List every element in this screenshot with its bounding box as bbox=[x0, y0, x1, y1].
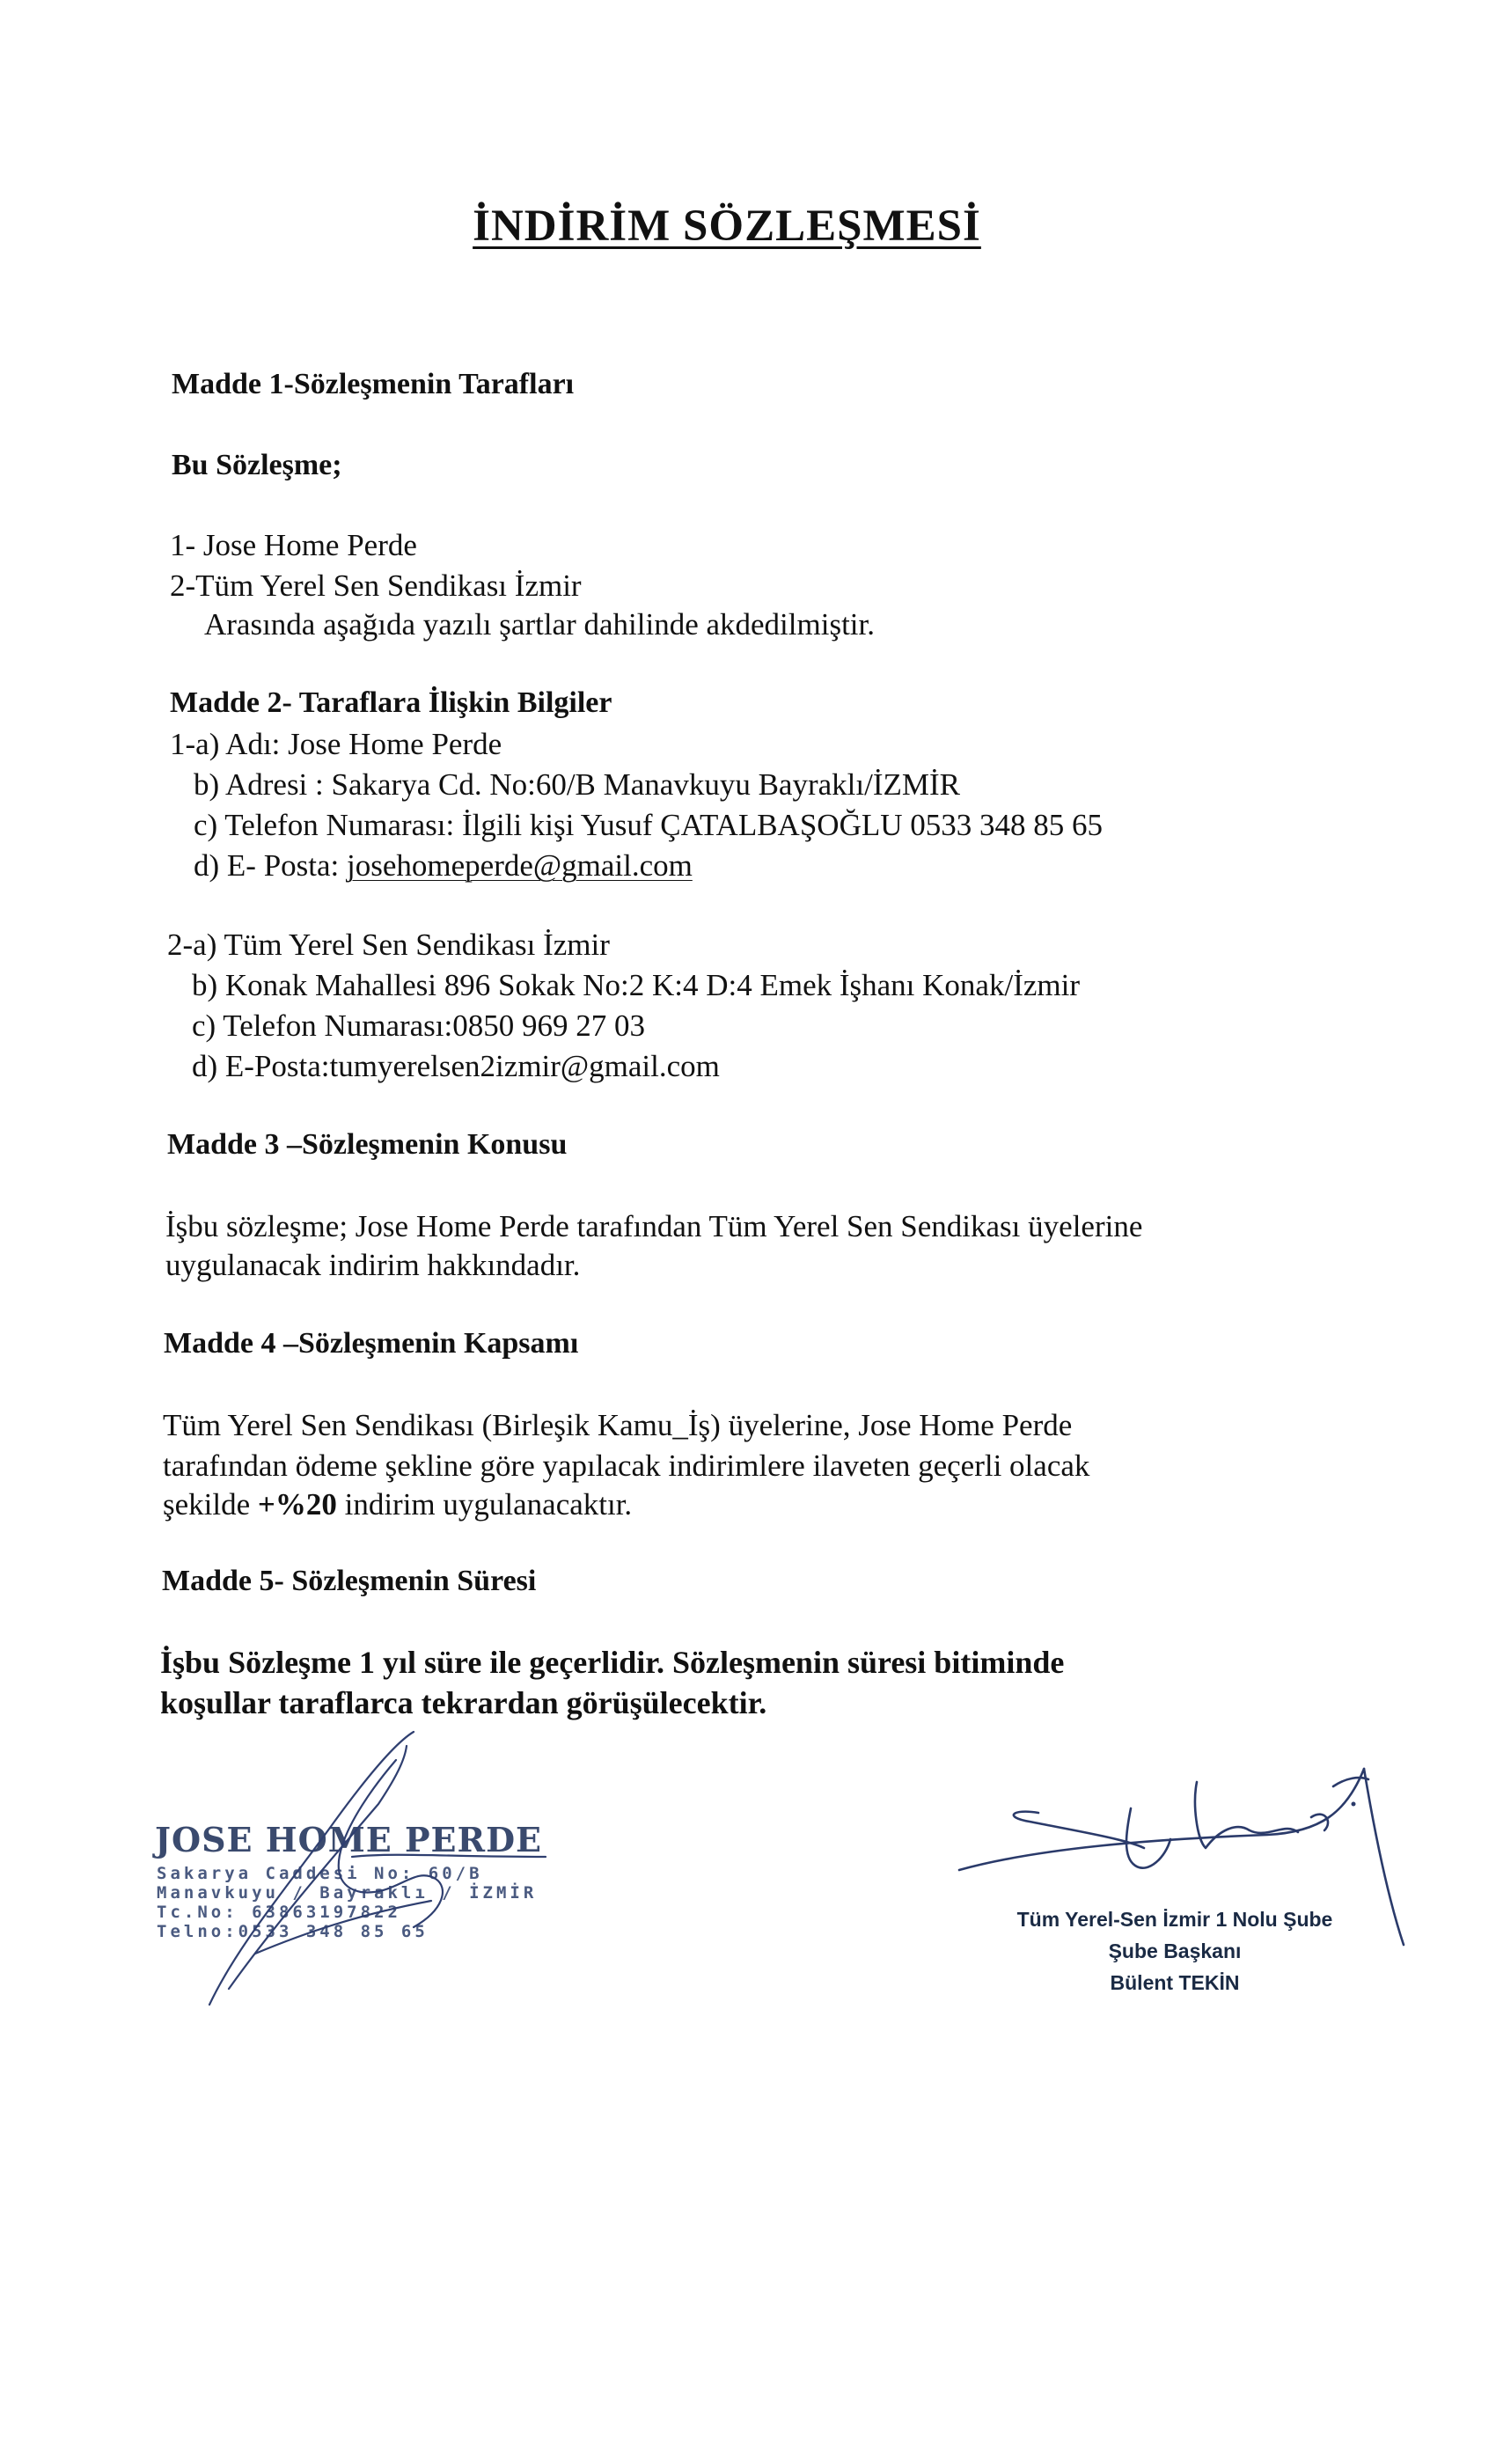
party2-email: d) E-Posta:tumyerelsen2izmir@gmail.com bbox=[192, 1049, 720, 1083]
madde5-line1: İşbu Sözleşme 1 yıl süre ile geçerlidir. Sözleşmenin süresi bitiminde bbox=[160, 1645, 1065, 1680]
party1-name: 1-a) Adı: Jose Home Perde bbox=[170, 727, 502, 761]
left-signature-scribble bbox=[132, 1725, 572, 2024]
party1-address: b) Adresi : Sakarya Cd. No:60/B Manavkuyu Bayraklı/İZMİR bbox=[194, 767, 960, 802]
party2-phone: c) Telefon Numarası:0850 969 27 03 bbox=[192, 1008, 645, 1043]
madde1-heading: Madde 1-Sözleşmenin Tarafları bbox=[172, 368, 575, 400]
party2-address: b) Konak Mahallesi 896 Sokak No:2 K:4 D:4 Emek İşhanı Konak/İzmir bbox=[192, 968, 1080, 1002]
madde3-line2: uygulanacak indirim hakkındadır. bbox=[165, 1248, 581, 1282]
madde3-heading: Madde 3 –Sözleşmenin Konusu bbox=[167, 1128, 568, 1161]
signatory-organization: Tüm Yerel-Sen İzmir 1 Nolu Şube bbox=[1016, 1908, 1333, 1931]
madde1-intro: Bu Sözleşme; bbox=[172, 449, 342, 481]
stamp-address-line1: Sakarya Caddesi No: 60/B bbox=[157, 1864, 483, 1883]
document-title: İNDİRİM SÖZLEŞMESİ bbox=[473, 202, 981, 251]
madde2-heading: Madde 2- Taraflara İlişkin Bilgiler bbox=[170, 686, 612, 719]
party1-line: 1- Jose Home Perde bbox=[170, 528, 417, 562]
party2-line: 2-Tüm Yerel Sen Sendikası İzmir bbox=[170, 568, 582, 603]
madde4-line1: Tüm Yerel Sen Sendikası (Birleşik Kamu_İş) üyelerine, Jose Home Perde bbox=[163, 1408, 1073, 1442]
stamp-phone: Telno:0533 348 85 65 bbox=[157, 1922, 429, 1941]
stamp-tax-number: Tc.No: 63863197822 bbox=[157, 1903, 401, 1922]
madde4-heading: Madde 4 –Sözleşmenin Kapsamı bbox=[164, 1327, 579, 1360]
madde4-line3-pre: şekilde bbox=[163, 1487, 258, 1522]
madde4-line2: tarafından ödeme şekline göre yapılacak indirimlere ilaveten geçerli olacak bbox=[163, 1448, 1090, 1483]
madde4-line3-post: indirim uygulanacaktır. bbox=[336, 1487, 633, 1522]
party1-phone: c) Telefon Numarası: İlgili kişi Yusuf ÇATALBAŞOĞLU 0533 348 85 65 bbox=[194, 808, 1103, 842]
email-label: d) E- Posta: bbox=[194, 848, 348, 883]
email-link[interactable]: josehomeperde@gmail.com bbox=[347, 848, 693, 883]
madde4-line3 bbox=[163, 1487, 632, 1522]
party2-name: 2-a) Tüm Yerel Sen Sendikası İzmir bbox=[167, 928, 610, 962]
party1-email-row bbox=[194, 848, 693, 884]
madde3-line1: İşbu sözleşme; Jose Home Perde tarafından Tüm Yerel Sen Sendikası üyelerine bbox=[165, 1209, 1143, 1243]
stamp-company-name: JOSE HOME PERDE bbox=[155, 1820, 543, 1859]
stamp-address-line2: Manavkuyu / Bayraklı / İZMİR bbox=[157, 1883, 538, 1903]
signatory-name: Bülent TEKİN bbox=[1110, 1971, 1240, 1994]
madde5-heading: Madde 5- Sözleşmenin Süresi bbox=[162, 1565, 537, 1597]
madde5-line2: koşullar taraflarca tekrardan görüşülecektir. bbox=[160, 1685, 767, 1720]
signatory-title: Şube Başkanı bbox=[1108, 1940, 1242, 1962]
parties-closing: Arasında aşağıda yazılı şartlar dahilinde akdedilmiştir. bbox=[204, 607, 875, 642]
discount-rate: +%20 bbox=[257, 1487, 337, 1522]
